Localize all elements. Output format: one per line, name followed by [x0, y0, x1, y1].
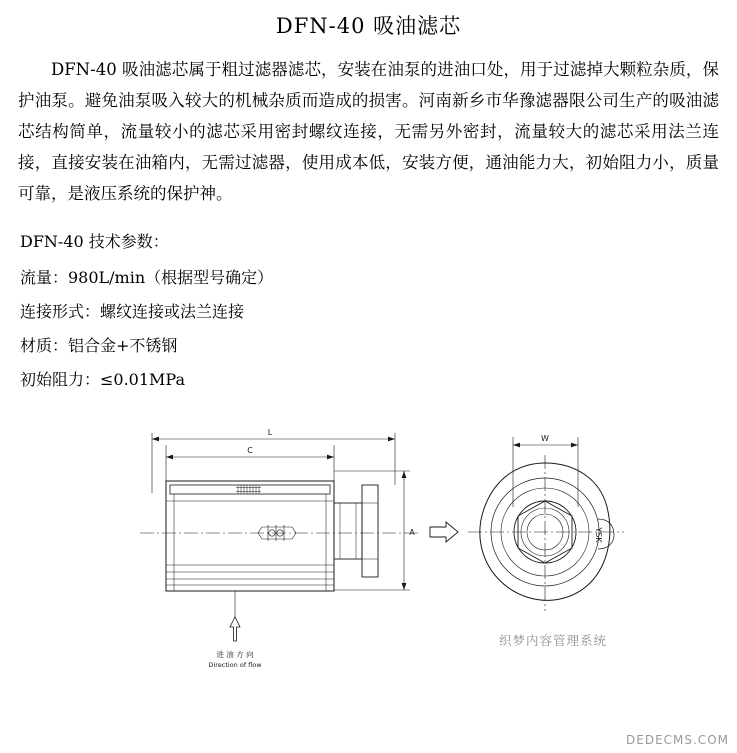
- technical-drawing: [0, 415, 737, 675]
- spec-flow: 流量：980L/min（根据型号确定）: [20, 268, 274, 287]
- intro-paragraph: DFN-40 吸油滤芯属于粗过滤器滤芯，安装在油泵的进油口处，用于过滤掉大颗粒杂质，保护油泵。避免油泵吸入较大的机械杂质而造成的损害。河南新乡市华豫滤器限公司生产的吸油滤芯结构简单，流量较小的滤芯采用密封螺纹连接，无需另外密封，流量较大的滤芯采用法兰连接，直接安装在油箱内，无需过滤器，使用成本低，安装方便，通油能力大，初始阻力小，质量可靠，是液压系统的保护神。: [18, 60, 719, 203]
- page-title: DFN-40 吸油滤芯: [275, 14, 462, 38]
- dim-label-L: L: [267, 428, 273, 437]
- specs-block: [20, 225, 719, 397]
- flow-label-cn: 进 油 方 向: [216, 650, 254, 659]
- document-page: [0, 10, 737, 753]
- flow-label-en: Direction of flow: [208, 661, 262, 669]
- dim-label-A: A: [409, 528, 415, 537]
- brand-mark: YSK: [594, 527, 603, 543]
- spec-initial-resistance: 初始阻力：≤0.01MPa: [20, 370, 186, 389]
- watermark-bottom-right: DEDECMS.COM: [626, 733, 729, 747]
- watermark-middle: 织梦内容管理系统: [498, 633, 607, 648]
- dim-label-C: C: [247, 446, 253, 455]
- specs-heading: DFN-40 技术参数：: [20, 232, 169, 251]
- spec-connection: 连接形式：螺纹连接或法兰连接: [20, 302, 245, 321]
- dim-label-W: W: [541, 434, 549, 443]
- spec-material: 材质：铝合金+不锈钢: [20, 336, 178, 355]
